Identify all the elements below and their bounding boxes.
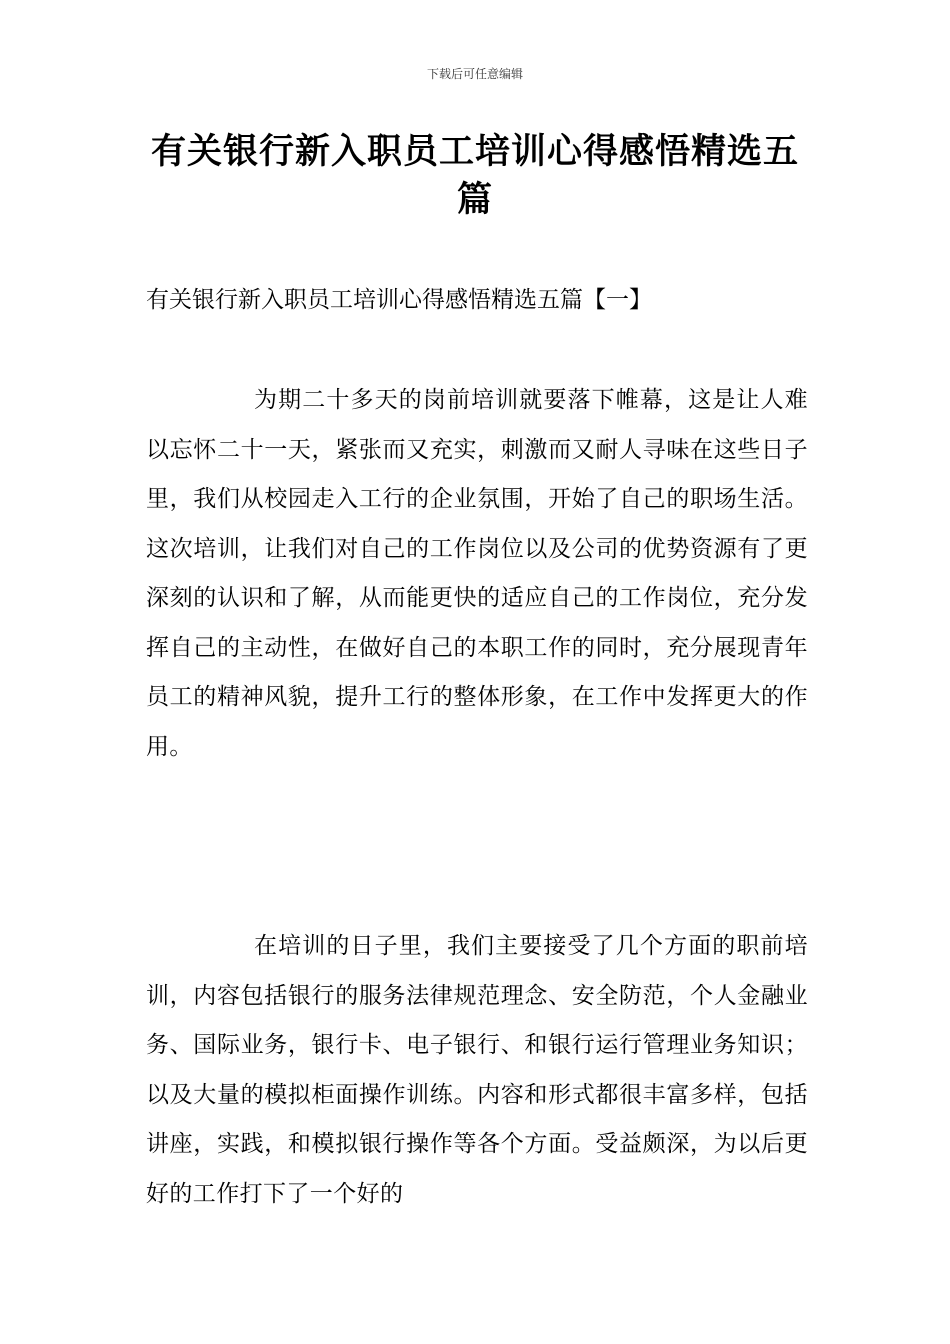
document-title: 有关银行新入职员工培训心得感悟精选五篇 bbox=[150, 132, 799, 220]
body-paragraph-1: 为期二十多天的岗前培训就要落下帷幕，这是让人难以忘怀二十一天，紧张而又充实，刺激而又耐人寻味在这些日子里，我们从校园走入工行的企业氛围，开始了自己的职场生活。这次培训，让我们对自己的工作岗位以及公司的优势资源有了更深刻的认识和了解，从而能更快的适应自己的工作岗位，充分发挥自己的主动性，在做好自己的本职工作的同时，充分展现青年员工的精神风貌，提升工行的整体形象，在工作中发挥更大的作用。 bbox=[146, 387, 808, 760]
section-heading: 有关银行新入职员工培训心得感悟精选五篇【一】 bbox=[146, 287, 652, 313]
body-paragraph-2: 在培训的日子里，我们主要接受了几个方面的职前培训，内容包括银行的服务法律规范理念、安全防范，个人金融业务、国际业务，银行卡、电子银行、和银行运行管理业务知识；以及大量的模拟柜面操作训练。内容和形式都很丰富多样，包括讲座，实践，和模拟银行操作等各个方面。受益颇深，为以后更好的工作打下了一个好的 bbox=[146, 933, 808, 1207]
header-note: 下载后可任意编辑 bbox=[426, 67, 523, 81]
